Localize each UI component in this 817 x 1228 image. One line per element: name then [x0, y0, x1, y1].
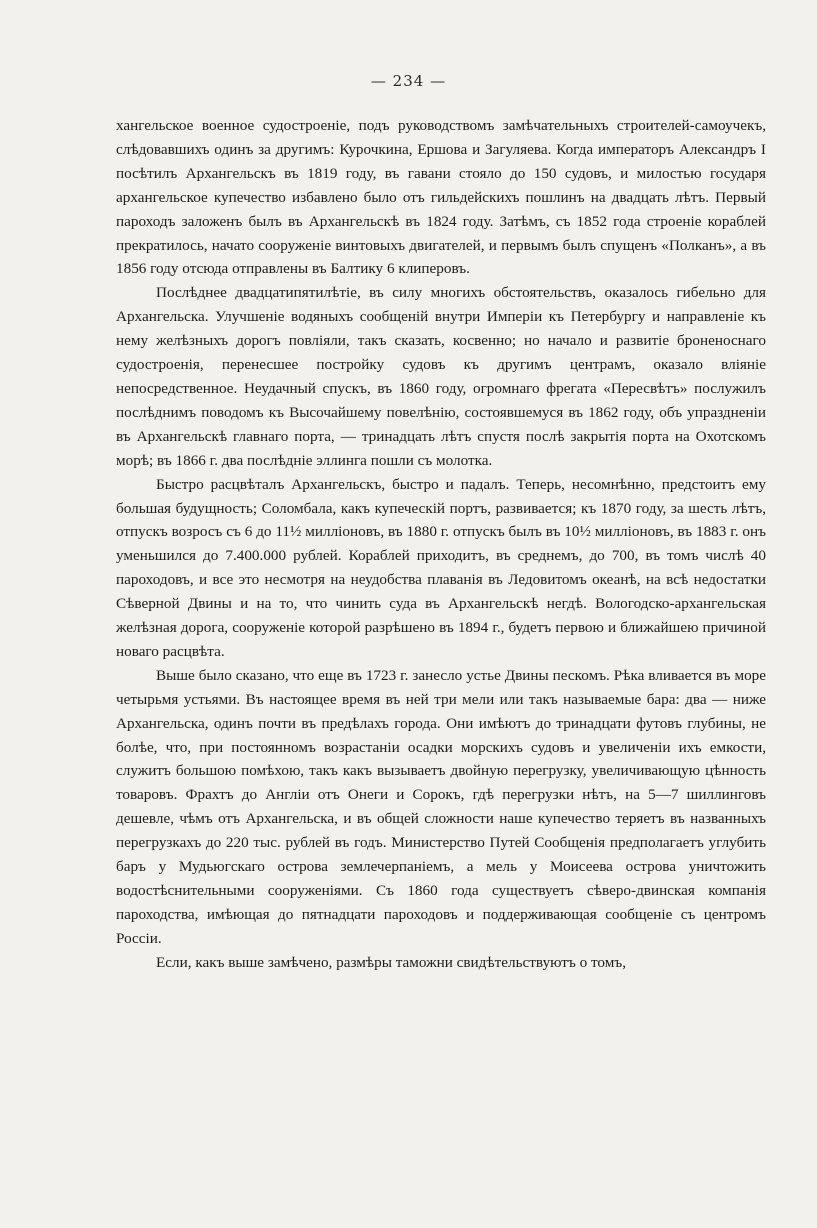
- paragraph-4: Выше было сказано, что еще въ 1723 г. занесло устье Двины пескомъ. Рѣка вливается въ море четырьмя устьями. Въ настоящее время въ ней три мели или такъ называемые бара: два — ниже Архангельска, одинъ почти въ предѣлахъ города. Они имѣютъ до тринадцати футовъ глубины, не болѣе, что, при постоянномъ возрастаніи осадки морскихъ судовъ и увеличеніи ихъ емкости, служитъ большою помѣхою, такъ какъ вызываетъ двойную перегрузку, увеличивающую цѣнность товаровъ. Фрахтъ до Англіи отъ Онеги и Сорокъ, гдѣ перегрузки нѣтъ, на 5—7 шиллинговъ дешевле, чѣмъ отъ Архангельска, и въ общей сложности наше купечество теряетъ въ названныхъ перегрузкахъ до 220 тыс. рублей въ годъ. Министерство Путей Сообщенія предполагаетъ углубить баръ у Мудьюгскаго острова землечерпаніемъ, а мель у Моисеева острова уничтожить водостѣснительными сооруженіями. Съ 1860 года существуетъ сѣверо-двинская компанія пароходства, имѣющая до пятнадцати пароходовъ и поддерживающая сообщеніе съ центромъ Россіи.: [116, 666, 766, 947]
- paragraph-2: Послѣднее двадцатипятилѣтіе, въ силу многихъ обстоятельствъ, оказалось гибельно для Архангельска. Улучшеніе водяныхъ сообщеній внутри Имперіи къ Петербургу и направленіе къ нему желѣзныхъ дорогъ повліяли, такъ сказать, косвенно; но начало и развитіе броненоснаго судостроенія, перенесшее постройку судовъ къ другимъ центрамъ, оказало вліяніе непосредственное. Неудачный спускъ, въ 1860 году, огромнаго фрегата «Пересвѣтъ» послужилъ послѣднимъ поводомъ къ Высочайшему повелѣнію, состоявшемуся въ 1862 году, объ упраздненіи въ Архангельскѣ главнаго порта, — тринадцать лѣтъ спустя послѣ закрытія порта на Охотскомъ морѣ; въ 1866 г. два послѣдніе эллинга пошли съ молотка.: [116, 284, 766, 469]
- paragraph-3: Быстро расцвѣталъ Архангельскъ, быстро и падалъ. Теперь, несомнѣнно, предстоитъ ему большая будущность; Соломбала, какъ купеческій портъ, развивается; къ 1870 году, за шесть лѣтъ, отпускъ возросъ съ 6 до 11½ милліоновъ, въ 1880 г. отпускъ былъ въ 10½ милліоновъ, въ 1883 г. онъ уменьшился до 7.400.000 рублей. Кораблей приходитъ, въ среднемъ, до 700, въ томъ числѣ 40 пароходовъ, и все это несмотря на неудобства плаванія въ Ледовитомъ океанѣ, на всѣ недостатки Сѣверной Двины и на то, что чинить суда въ Архангельскѣ негдѣ. Вологодско-архангельская желѣзная дорога, сооруженіе которой разрѣшено въ 1894 г., будетъ первою и ближайшею причиной новаго расцвѣта.: [116, 475, 766, 660]
- text-body: [116, 114, 766, 975]
- page-number: — 234 —: [370, 72, 447, 90]
- paragraph-5: Если, какъ выше замѣчено, размѣры таможни свидѣтельствуютъ о томъ,: [156, 953, 626, 971]
- paragraph-1: хангельское военное судостроеніе, подъ руководствомъ замѣчательныхъ строителей-самоучекъ, слѣдовавшихъ одинъ за другимъ: Курочкина, Ершова и Загуляева. Когда императоръ Александръ I посѣтилъ Архангельскъ въ 1819 году, въ гавани стояло до 150 судовъ, и милостью государя архангельское купечество избавлено было отъ гильдейскихъ пошлинъ на двадцать лѣтъ. Первый пароходъ заложенъ былъ въ Архангельскѣ въ 1824 году. Затѣмъ, съ 1852 года строеніе кораблей прекратилось, начато сооруженіе винтовыхъ двигателей, и первымъ былъ спущенъ «Полканъ», а въ 1856 году отсюда отправлены въ Балтику 6 клиперовъ.: [116, 117, 766, 278]
